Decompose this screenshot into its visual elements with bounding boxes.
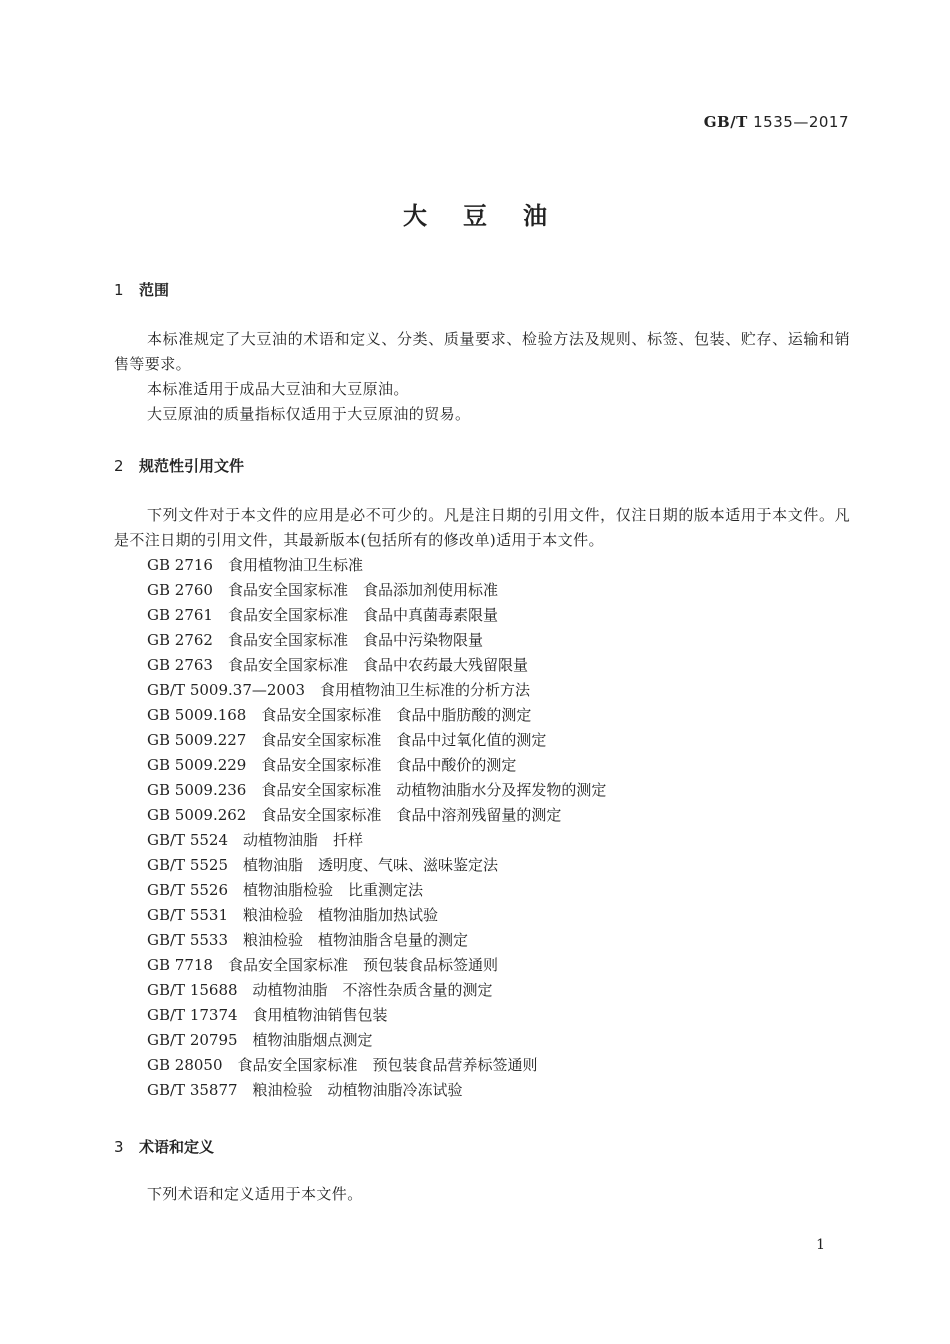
reference-item: GB/T 15688 动植物油脂 不溶性杂质含量的测定 bbox=[147, 981, 493, 999]
section-number: 1 bbox=[114, 281, 124, 299]
reference-item: GB 5009.229 食品安全国家标准 食品中酸价的测定 bbox=[147, 756, 517, 774]
section-title: 规范性引用文件 bbox=[139, 457, 245, 475]
reference-item: GB/T 5525 植物油脂 透明度、气味、滋味鉴定法 bbox=[147, 856, 499, 874]
section-number: 3 bbox=[114, 1138, 124, 1156]
reference-item: GB/T 5524 动植物油脂 扦样 bbox=[147, 831, 364, 849]
reference-item: GB/T 5526 植物油脂检验 比重测定法 bbox=[147, 881, 424, 899]
reference-item: GB 5009.227 食品安全国家标准 食品中过氧化值的测定 bbox=[147, 731, 547, 749]
reference-item: GB/T 35877 粮油检验 动植物油脂冷冻试验 bbox=[147, 1081, 463, 1099]
reference-item: GB/T 5533 粮油检验 植物油脂含皂量的测定 bbox=[147, 931, 469, 949]
reference-item: GB 5009.262 食品安全国家标准 食品中溶剂残留量的测定 bbox=[147, 806, 562, 824]
reference-item: GB 5009.236 食品安全国家标准 动植物油脂水分及挥发物的测定 bbox=[147, 781, 607, 799]
paragraph: 本标准规定了大豆油的术语和定义、分类、质量要求、检验方法及规则、标签、包装、贮存、运输和销售等要求。 bbox=[114, 330, 850, 373]
section-2-heading bbox=[114, 455, 244, 476]
document-title: 大豆油 bbox=[403, 202, 583, 230]
paragraph: 大豆原油的质量指标仅适用于大豆原油的贸易。 bbox=[147, 405, 471, 423]
reference-item: GB/T 17374 食用植物油销售包装 bbox=[147, 1006, 388, 1024]
reference-item: GB/T 5531 粮油检验 植物油脂加热试验 bbox=[147, 906, 439, 924]
standard-prefix: GB/T bbox=[703, 113, 748, 131]
reference-item: GB/T 20795 植物油脂烟点测定 bbox=[147, 1031, 373, 1049]
standard-number bbox=[704, 113, 849, 131]
reference-item: GB 2763 食品安全国家标准 食品中农药最大残留限量 bbox=[147, 656, 528, 674]
section-1-heading bbox=[114, 279, 169, 300]
reference-item: GB 2762 食品安全国家标准 食品中污染物限量 bbox=[147, 631, 483, 649]
page-number: 1 bbox=[816, 1237, 825, 1253]
section-title: 范围 bbox=[139, 281, 170, 299]
section-3-heading bbox=[114, 1136, 214, 1157]
reference-item: GB 5009.168 食品安全国家标准 食品中脂肪酸的测定 bbox=[147, 706, 532, 724]
reference-item: GB 28050 食品安全国家标准 预包装食品营养标签通则 bbox=[147, 1056, 538, 1074]
paragraph: 下列文件对于本文件的应用是必不可少的。凡是注日期的引用文件，仅注日期的版本适用于本文件。凡是不注日期的引用文件，其最新版本(包括所有的修改单)适用于本文件。 bbox=[114, 506, 850, 549]
paragraph: 下列术语和定义适用于本文件。 bbox=[147, 1185, 363, 1203]
reference-item: GB 7718 食品安全国家标准 预包装食品标签通则 bbox=[147, 956, 498, 974]
reference-item: GB 2761 食品安全国家标准 食品中真菌毒素限量 bbox=[147, 606, 498, 624]
section-title: 术语和定义 bbox=[139, 1138, 215, 1156]
paragraph: 本标准适用于成品大豆油和大豆原油。 bbox=[147, 380, 409, 398]
reference-item: GB 2716 食用植物油卫生标准 bbox=[147, 556, 363, 574]
standard-code: 1535—2017 bbox=[753, 113, 849, 131]
reference-item: GB 2760 食品安全国家标准 食品添加剂使用标准 bbox=[147, 581, 498, 599]
reference-item: GB/T 5009.37—2003 食用植物油卫生标准的分析方法 bbox=[147, 681, 531, 699]
section-number: 2 bbox=[114, 457, 124, 475]
